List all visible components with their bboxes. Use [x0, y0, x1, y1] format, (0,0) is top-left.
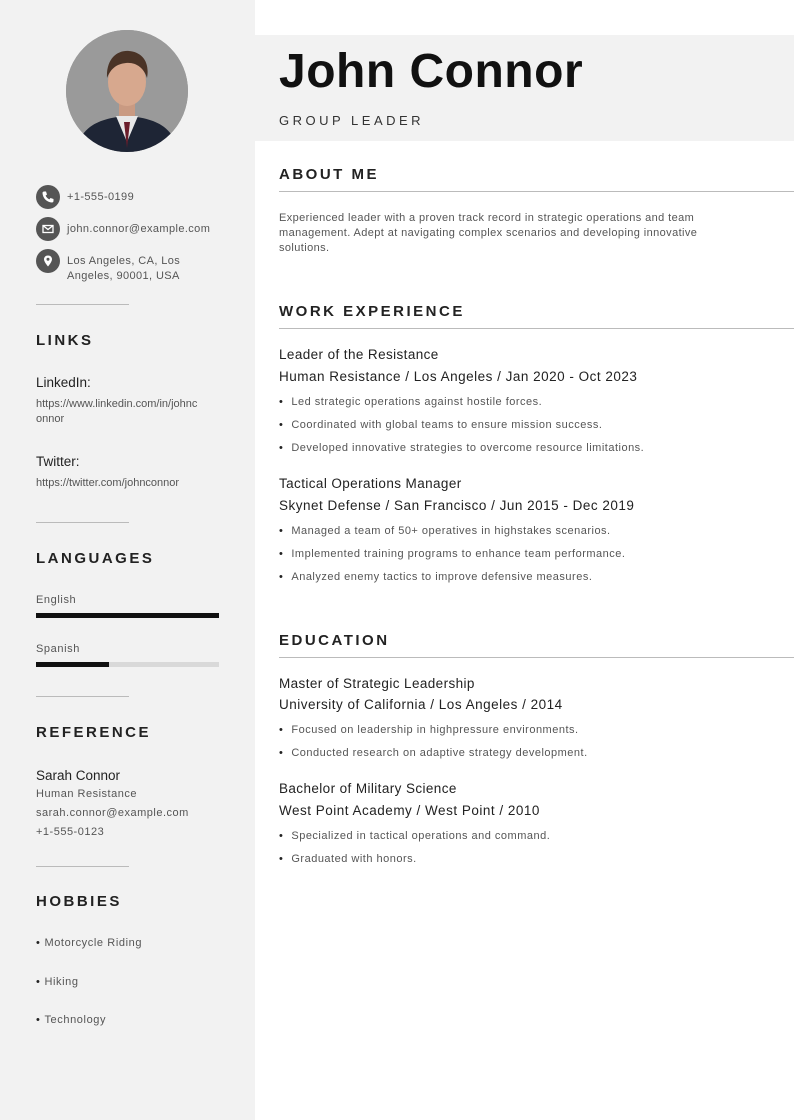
job-role: GROUP LEADER — [279, 113, 425, 128]
about-line: Experienced leader with a proven track record in strategic operations and team — [279, 212, 695, 224]
language-level-fill — [36, 662, 109, 667]
reference-org: Human Resistance — [36, 788, 137, 800]
job-bullet — [279, 419, 602, 431]
bullet-dot: • — [279, 548, 284, 560]
hobbies-heading: HOBBIES — [36, 893, 122, 910]
degree-title: Bachelor of Military Science — [279, 781, 457, 796]
bullet-dot: • — [279, 724, 284, 736]
job-bullet-text: Developed innovative strategies to overcome resource limitations. — [291, 442, 645, 454]
divider — [36, 866, 129, 867]
section-divider — [279, 191, 794, 192]
job-bullet-text: Led strategic operations against hostile forces. — [291, 396, 543, 408]
bullet-dot: • — [279, 747, 284, 759]
job-bullet — [279, 548, 625, 560]
linkedin-url-line-2[interactable]: onnor — [36, 413, 65, 425]
job-bullet-text: Coordinated with global teams to ensure mission success. — [291, 419, 603, 431]
reference-name: Sarah Connor — [36, 768, 121, 783]
degree-subtitle: University of California / Los Angeles / 2014 — [279, 697, 563, 712]
reference-email[interactable]: sarah.connor@example.com — [36, 807, 189, 819]
divider — [36, 696, 129, 697]
language-level-bar — [36, 613, 219, 618]
degree-bullet — [279, 747, 588, 759]
bullet-dot: • — [36, 1014, 41, 1026]
degree-subtitle: West Point Academy / West Point / 2010 — [279, 803, 540, 818]
contact-address — [36, 249, 236, 284]
about-text — [279, 211, 774, 256]
contact-email-text[interactable]: john.connor@example.com — [67, 223, 211, 235]
job-bullet — [279, 442, 644, 454]
job-bullet-text: Analyzed enemy tactics to improve defensive measures. — [291, 571, 593, 583]
languages-heading: LANGUAGES — [36, 550, 155, 567]
language-name: Spanish — [36, 643, 80, 655]
job-subtitle: Skynet Defense / San Francisco / Jun 2015 - Dec 2019 — [279, 498, 635, 513]
section-divider — [279, 328, 794, 329]
linkedin-url-line-1[interactable]: https://www.linkedin.com/in/johnc — [36, 398, 198, 410]
twitter-url[interactable]: https://twitter.com/johnconnor — [36, 477, 180, 489]
degree-bullet-text: Graduated with honors. — [291, 853, 417, 865]
hobby-item — [36, 976, 79, 988]
divider — [36, 304, 129, 305]
bullet-dot: • — [279, 853, 284, 865]
bullet-dot: • — [279, 830, 284, 842]
bullet-dot: • — [279, 442, 284, 454]
divider — [36, 522, 129, 523]
work-heading: WORK EXPERIENCE — [279, 303, 465, 320]
address-line-1: Los Angeles, CA, Los — [67, 255, 181, 267]
bullet-dot: • — [279, 571, 284, 583]
hobby-label: Motorcycle Riding — [44, 937, 143, 949]
language-level-fill — [36, 613, 219, 618]
degree-bullet-text: Specialized in tactical operations and command. — [291, 830, 551, 842]
job-bullet — [279, 571, 592, 583]
about-line: solutions. — [279, 242, 330, 254]
phone-icon — [36, 185, 60, 209]
address-line-2: Angeles, 90001, USA — [67, 270, 180, 282]
page-title: John Connor — [279, 45, 584, 98]
bullet-dot: • — [279, 419, 284, 431]
linkedin-label: LinkedIn: — [36, 375, 91, 390]
degree-bullet — [279, 830, 550, 842]
job-title: Tactical Operations Manager — [279, 476, 462, 491]
profile-photo — [66, 30, 188, 152]
hobby-label: Hiking — [44, 976, 79, 988]
job-bullet — [279, 525, 611, 537]
job-subtitle: Human Resistance / Los Angeles / Jan 2020 - Oct 2023 — [279, 369, 638, 384]
section-divider — [279, 657, 794, 658]
language-level-bar — [36, 662, 219, 667]
about-line: management. Adept at navigating complex scenarios and developing innovative — [279, 227, 698, 239]
job-bullet — [279, 396, 542, 408]
degree-bullet-text: Focused on leadership in highpressure environments. — [291, 724, 579, 736]
sidebar — [0, 0, 255, 1120]
education-heading: EDUCATION — [279, 632, 390, 649]
job-title: Leader of the Resistance — [279, 347, 439, 362]
hobby-item — [36, 1014, 106, 1026]
twitter-label: Twitter: — [36, 454, 80, 469]
degree-title: Master of Strategic Leadership — [279, 676, 475, 691]
links-heading: LINKS — [36, 332, 94, 349]
job-bullet-text: Implemented training programs to enhance team performance. — [291, 548, 626, 560]
linkedin-url[interactable] — [36, 397, 221, 427]
bullet-dot: • — [279, 525, 284, 537]
bullet-dot: • — [279, 396, 284, 408]
location-pin-icon — [36, 249, 60, 273]
contact-phone-text: +1-555-0199 — [67, 191, 135, 203]
contact-phone — [36, 185, 236, 209]
hobby-label: Technology — [44, 1014, 107, 1026]
degree-bullet-text: Conducted research on adaptive strategy development. — [291, 747, 588, 759]
hobby-item — [36, 937, 142, 949]
language-name: English — [36, 594, 77, 606]
reference-phone: +1-555-0123 — [36, 826, 105, 838]
bullet-dot: • — [36, 976, 41, 988]
reference-heading: REFERENCE — [36, 724, 152, 741]
bullet-dot: • — [36, 937, 41, 949]
email-icon — [36, 217, 60, 241]
degree-bullet — [279, 853, 417, 865]
about-heading: ABOUT ME — [279, 166, 379, 183]
contact-address-text — [67, 249, 180, 284]
degree-bullet — [279, 724, 579, 736]
job-bullet-text: Managed a team of 50+ operatives in highstakes scenarios. — [291, 525, 611, 537]
contact-block — [36, 185, 236, 292]
main-content — [255, 0, 794, 1120]
contact-email — [36, 217, 236, 241]
